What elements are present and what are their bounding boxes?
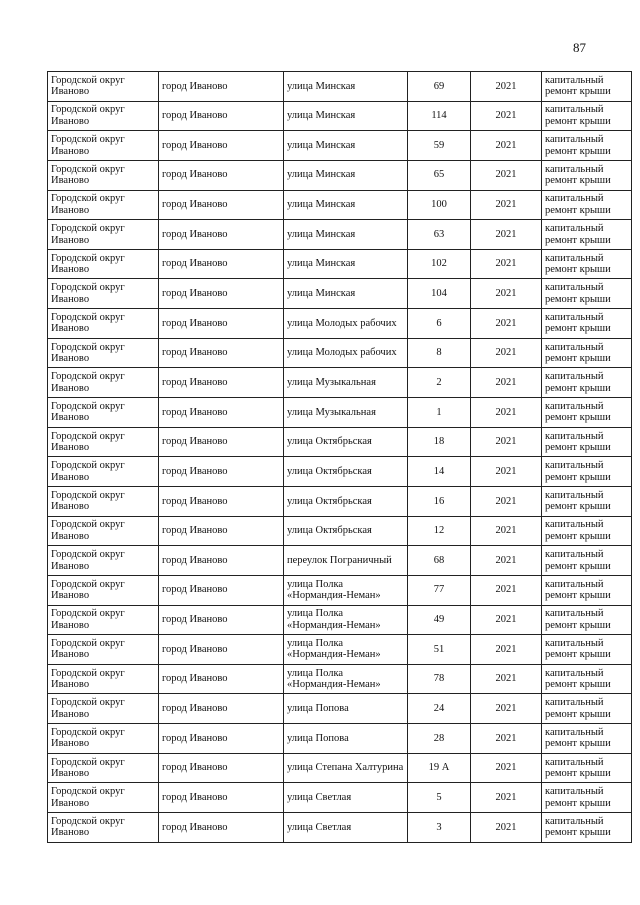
work-type-cell: капитальный ремонт крыши	[542, 220, 632, 250]
city-cell: город Иваново	[159, 131, 284, 161]
district-cell: Городской округ Иваново	[48, 724, 159, 754]
table-row	[48, 753, 632, 783]
house-number-cell: 104	[408, 279, 471, 309]
house-number-cell: 49	[408, 605, 471, 635]
house-number-cell: 8	[408, 338, 471, 368]
work-type-cell: капитальный ремонт крыши	[542, 635, 632, 665]
city-cell: город Иваново	[159, 783, 284, 813]
street-cell: улица Минская	[284, 220, 408, 250]
street-cell: улица Октябрьская	[284, 516, 408, 546]
street-cell: улица Минская	[284, 249, 408, 279]
table-row	[48, 605, 632, 635]
table-row	[48, 249, 632, 279]
year-cell: 2021	[471, 546, 542, 576]
district-cell: Городской округ Иваново	[48, 605, 159, 635]
district-cell: Городской округ Иваново	[48, 249, 159, 279]
year-cell: 2021	[471, 516, 542, 546]
district-cell: Городской округ Иваново	[48, 486, 159, 516]
district-cell: Городской округ Иваново	[48, 664, 159, 694]
street-cell: улица Октябрьская	[284, 427, 408, 457]
year-cell: 2021	[471, 160, 542, 190]
house-number-cell: 5	[408, 783, 471, 813]
house-number-cell: 12	[408, 516, 471, 546]
street-cell: улица Попова	[284, 694, 408, 724]
work-type-cell: капитальный ремонт крыши	[542, 605, 632, 635]
year-cell: 2021	[471, 635, 542, 665]
year-cell: 2021	[471, 486, 542, 516]
year-cell: 2021	[471, 605, 542, 635]
table-row	[48, 131, 632, 161]
house-number-cell: 18	[408, 427, 471, 457]
city-cell: город Иваново	[159, 398, 284, 428]
year-cell: 2021	[471, 457, 542, 487]
table-row	[48, 783, 632, 813]
district-cell: Городской округ Иваново	[48, 753, 159, 783]
street-cell: улица Степана Халтурина	[284, 753, 408, 783]
year-cell: 2021	[471, 131, 542, 161]
year-cell: 2021	[471, 813, 542, 843]
city-cell: город Иваново	[159, 813, 284, 843]
house-number-cell: 65	[408, 160, 471, 190]
city-cell: город Иваново	[159, 220, 284, 250]
year-cell: 2021	[471, 338, 542, 368]
work-type-cell: капитальный ремонт крыши	[542, 724, 632, 754]
street-cell: улица Музыкальная	[284, 368, 408, 398]
table-row	[48, 427, 632, 457]
house-number-cell: 102	[408, 249, 471, 279]
house-number-cell: 59	[408, 131, 471, 161]
table-row	[48, 694, 632, 724]
house-number-cell: 100	[408, 190, 471, 220]
district-cell: Городской округ Иваново	[48, 457, 159, 487]
table-row	[48, 190, 632, 220]
house-number-cell: 63	[408, 220, 471, 250]
work-type-cell: капитальный ремонт крыши	[542, 190, 632, 220]
work-type-cell: капитальный ремонт крыши	[542, 368, 632, 398]
table-row	[48, 664, 632, 694]
table-row	[48, 457, 632, 487]
year-cell: 2021	[471, 783, 542, 813]
year-cell: 2021	[471, 309, 542, 339]
street-cell: улица Светлая	[284, 783, 408, 813]
street-cell: улица Полка «Нормандия-Неман»	[284, 575, 408, 605]
district-cell: Городской округ Иваново	[48, 546, 159, 576]
work-type-cell: капитальный ремонт крыши	[542, 279, 632, 309]
table-row	[48, 309, 632, 339]
street-cell: улица Молодых рабочих	[284, 338, 408, 368]
work-type-cell: капитальный ремонт крыши	[542, 338, 632, 368]
work-type-cell: капитальный ремонт крыши	[542, 160, 632, 190]
district-cell: Городской округ Иваново	[48, 279, 159, 309]
house-number-cell: 3	[408, 813, 471, 843]
year-cell: 2021	[471, 398, 542, 428]
district-cell: Городской округ Иваново	[48, 398, 159, 428]
table-row	[48, 516, 632, 546]
district-cell: Городской округ Иваново	[48, 220, 159, 250]
district-cell: Городской округ Иваново	[48, 635, 159, 665]
year-cell: 2021	[471, 279, 542, 309]
year-cell: 2021	[471, 664, 542, 694]
year-cell: 2021	[471, 427, 542, 457]
year-cell: 2021	[471, 101, 542, 131]
work-type-cell: капитальный ремонт крыши	[542, 101, 632, 131]
work-type-cell: капитальный ремонт крыши	[542, 457, 632, 487]
work-type-cell: капитальный ремонт крыши	[542, 575, 632, 605]
street-cell: улица Минская	[284, 101, 408, 131]
street-cell: улица Октябрьская	[284, 486, 408, 516]
year-cell: 2021	[471, 220, 542, 250]
city-cell: город Иваново	[159, 694, 284, 724]
table-row	[48, 279, 632, 309]
house-number-cell: 24	[408, 694, 471, 724]
street-cell: улица Минская	[284, 279, 408, 309]
house-number-cell: 51	[408, 635, 471, 665]
city-cell: город Иваново	[159, 368, 284, 398]
street-cell: улица Минская	[284, 72, 408, 102]
city-cell: город Иваново	[159, 724, 284, 754]
street-cell: улица Полка «Нормандия-Неман»	[284, 605, 408, 635]
year-cell: 2021	[471, 753, 542, 783]
district-cell: Городской округ Иваново	[48, 427, 159, 457]
work-type-cell: капитальный ремонт крыши	[542, 753, 632, 783]
house-number-cell: 16	[408, 486, 471, 516]
work-type-cell: капитальный ремонт крыши	[542, 486, 632, 516]
city-cell: город Иваново	[159, 575, 284, 605]
district-cell: Городской округ Иваново	[48, 516, 159, 546]
street-cell: улица Музыкальная	[284, 398, 408, 428]
street-cell: улица Октябрьская	[284, 457, 408, 487]
city-cell: город Иваново	[159, 605, 284, 635]
house-number-cell: 1	[408, 398, 471, 428]
city-cell: город Иваново	[159, 160, 284, 190]
city-cell: город Иваново	[159, 753, 284, 783]
city-cell: город Иваново	[159, 190, 284, 220]
year-cell: 2021	[471, 694, 542, 724]
work-type-cell: капитальный ремонт крыши	[542, 694, 632, 724]
work-type-cell: капитальный ремонт крыши	[542, 309, 632, 339]
street-cell: улица Минская	[284, 160, 408, 190]
street-cell: улица Минская	[284, 190, 408, 220]
city-cell: город Иваново	[159, 309, 284, 339]
city-cell: город Иваново	[159, 279, 284, 309]
year-cell: 2021	[471, 368, 542, 398]
district-cell: Городской округ Иваново	[48, 575, 159, 605]
table-row	[48, 724, 632, 754]
street-cell: переулок Пограничный	[284, 546, 408, 576]
table-row	[48, 486, 632, 516]
district-cell: Городской округ Иваново	[48, 338, 159, 368]
year-cell: 2021	[471, 724, 542, 754]
year-cell: 2021	[471, 190, 542, 220]
year-cell: 2021	[471, 249, 542, 279]
district-cell: Городской округ Иваново	[48, 131, 159, 161]
house-number-cell: 14	[408, 457, 471, 487]
district-cell: Городской округ Иваново	[48, 813, 159, 843]
table-row	[48, 338, 632, 368]
city-cell: город Иваново	[159, 516, 284, 546]
district-cell: Городской округ Иваново	[48, 368, 159, 398]
city-cell: город Иваново	[159, 249, 284, 279]
district-cell: Городской округ Иваново	[48, 190, 159, 220]
work-type-cell: капитальный ремонт крыши	[542, 664, 632, 694]
street-cell: улица Молодых рабочих	[284, 309, 408, 339]
work-type-cell: капитальный ремонт крыши	[542, 131, 632, 161]
table-row	[48, 368, 632, 398]
district-cell: Городской округ Иваново	[48, 160, 159, 190]
house-number-cell: 2	[408, 368, 471, 398]
table-row	[48, 635, 632, 665]
city-cell: город Иваново	[159, 427, 284, 457]
work-type-cell: капитальный ремонт крыши	[542, 813, 632, 843]
house-number-cell: 6	[408, 309, 471, 339]
house-number-cell: 69	[408, 72, 471, 102]
work-type-cell: капитальный ремонт крыши	[542, 546, 632, 576]
table-row	[48, 101, 632, 131]
district-cell: Городской округ Иваново	[48, 694, 159, 724]
table-row	[48, 398, 632, 428]
work-type-cell: капитальный ремонт крыши	[542, 398, 632, 428]
work-type-cell: капитальный ремонт крыши	[542, 427, 632, 457]
street-cell: улица Полка «Нормандия-Неман»	[284, 635, 408, 665]
city-cell: город Иваново	[159, 72, 284, 102]
work-type-cell: капитальный ремонт крыши	[542, 72, 632, 102]
table-row	[48, 575, 632, 605]
table-row	[48, 220, 632, 250]
table-row	[48, 813, 632, 843]
city-cell: город Иваново	[159, 101, 284, 131]
house-number-cell: 19 А	[408, 753, 471, 783]
house-number-cell: 28	[408, 724, 471, 754]
street-cell: улица Попова	[284, 724, 408, 754]
city-cell: город Иваново	[159, 338, 284, 368]
district-cell: Городской округ Иваново	[48, 101, 159, 131]
city-cell: город Иваново	[159, 457, 284, 487]
work-type-cell: капитальный ремонт крыши	[542, 516, 632, 546]
city-cell: город Иваново	[159, 486, 284, 516]
house-number-cell: 114	[408, 101, 471, 131]
page-number: 87	[573, 40, 586, 55]
house-number-cell: 68	[408, 546, 471, 576]
year-cell: 2021	[471, 575, 542, 605]
table-row	[48, 160, 632, 190]
table-row	[48, 546, 632, 576]
street-cell: улица Минская	[284, 131, 408, 161]
house-number-cell: 77	[408, 575, 471, 605]
table-row	[48, 72, 632, 102]
work-type-cell: капитальный ремонт крыши	[542, 783, 632, 813]
repair-registry-table	[47, 71, 632, 843]
street-cell: улица Светлая	[284, 813, 408, 843]
city-cell: город Иваново	[159, 546, 284, 576]
city-cell: город Иваново	[159, 664, 284, 694]
year-cell: 2021	[471, 72, 542, 102]
street-cell: улица Полка «Нормандия-Неман»	[284, 664, 408, 694]
district-cell: Городской округ Иваново	[48, 72, 159, 102]
house-number-cell: 78	[408, 664, 471, 694]
work-type-cell: капитальный ремонт крыши	[542, 249, 632, 279]
city-cell: город Иваново	[159, 635, 284, 665]
district-cell: Городской округ Иваново	[48, 783, 159, 813]
district-cell: Городской округ Иваново	[48, 309, 159, 339]
table-body	[48, 72, 632, 843]
